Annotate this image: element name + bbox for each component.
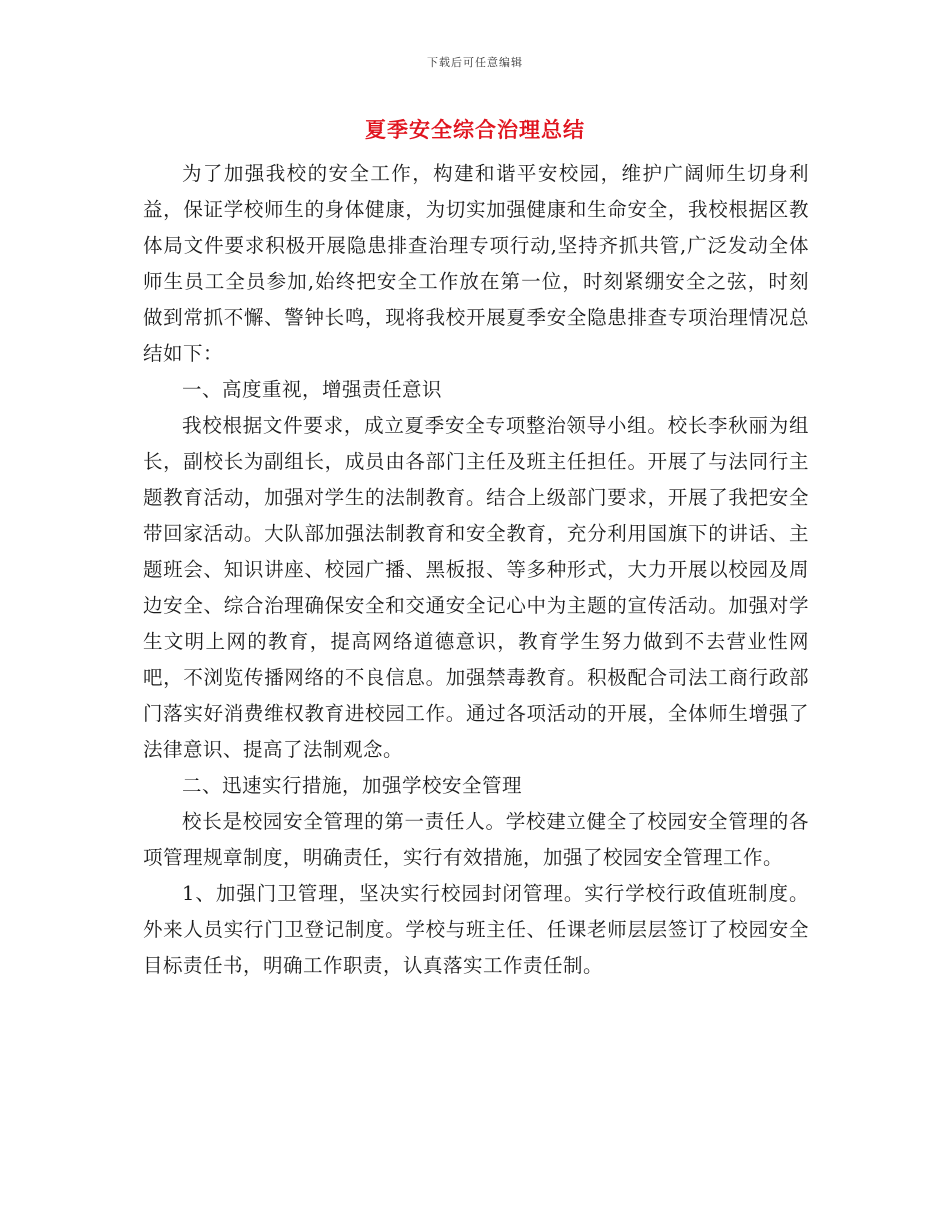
section-2-item-1: 1、加强门卫管理，坚决实行校园封闭管理。实行学校行政值班制度。外来人员实行门卫登记制度。学校与班主任、任课老师层层签订了校园安全目标责任书，明确工作职责，认真落实工作责任制。 bbox=[143, 882, 809, 977]
section-heading-2: 二、迅速实行措施，加强学校安全管理 bbox=[182, 774, 523, 797]
intro-paragraph: 为了加强我校的安全工作，构建和谐平安校园，维护广阔师生切身利益，保证学校师生的身体健康，为切实加强健康和生命安全，我校根据区教体局文件要求积极开展隐患排查治理专项行动,坚持齐抓共管,广泛发动全体师生员工全员参加,始终把安全工作放在第一位，时刻紧绷安全之弦，时刻做到常抓不懈、警钟长鸣，现将我校开展夏季安全隐患排查专项治理情况总结如下： bbox=[143, 162, 809, 365]
section-heading-1: 一、高度重视，增强责任意识 bbox=[182, 378, 443, 401]
document-title: 夏季安全综合治理总结 bbox=[365, 117, 585, 142]
section-1-paragraph: 我校根据文件要求，成立夏季安全专项整治领导小组。校长李秋丽为组长，副校长为副组长，成员由各部门主任及班主任担任。开展了与法同行主题教育活动，加强对学生的法制教育。结合上级部门要求，开展了我把安全带回家活动。大队部加强法制教育和安全教育，充分利用国旗下的讲话、主题班会、知识讲座、校园广播、黑板报、等多种形式，大力开展以校园及周边安全、综合治理确保安全和交通安全记心中为主题的宣传活动。加强对学生文明上网的教育，提高网络道德意识，教育学生努力做到不去营业性网吧，不浏览传播网络的不良信息。加强禁毒教育。积极配合司法工商行政部门落实好消费维权教育进校园工作。通过各项活动的开展，全体师生增强了法律意识、提高了法制观念。 bbox=[143, 414, 809, 761]
section-2-paragraph: 校长是校园安全管理的第一责任人。学校建立健全了校园安全管理的各项管理规章制度，明确责任，实行有效措施，加强了校园安全管理工作。 bbox=[143, 810, 809, 869]
document-body bbox=[143, 156, 809, 984]
header-note: 下载后可任意编辑 bbox=[427, 56, 523, 69]
